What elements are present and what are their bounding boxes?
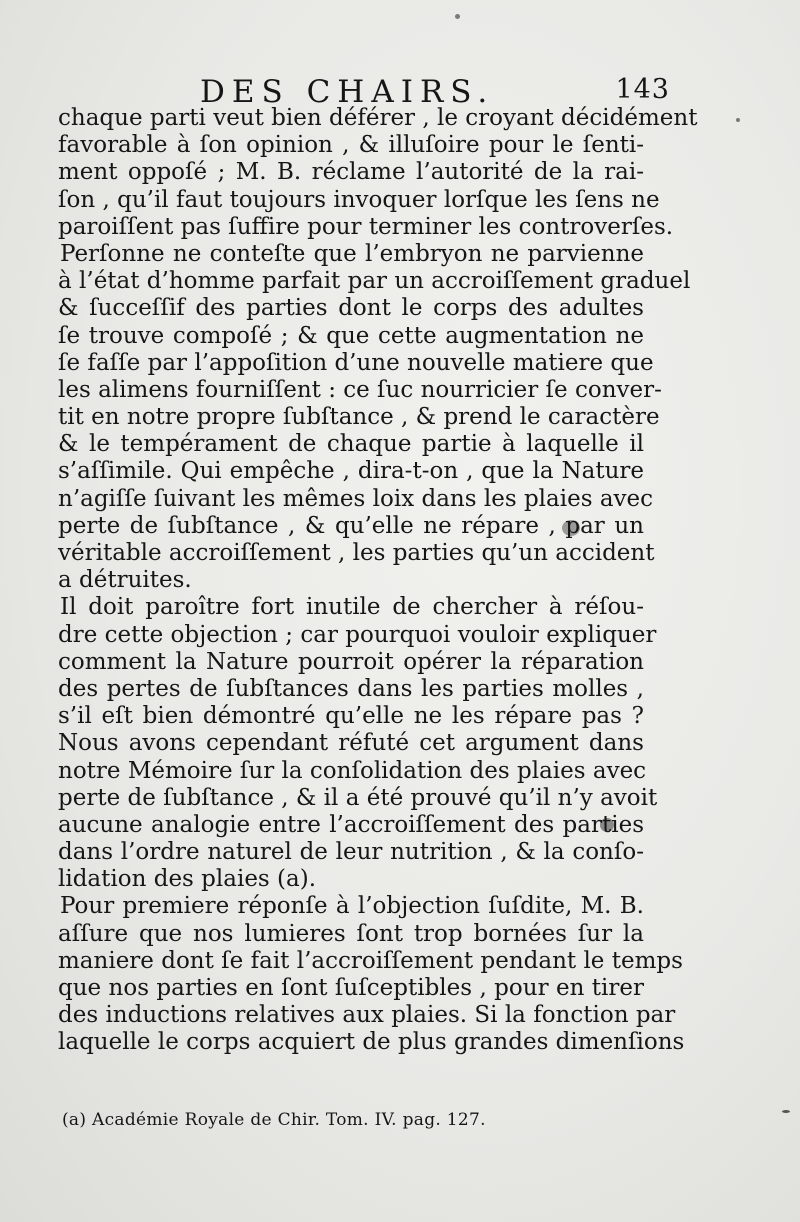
text-line: ſe trouve compoſé ; & que cette augmentation ne xyxy=(58,322,644,349)
text-line: ſe faſſe par l’appoſition d’une nouvelle matiere que xyxy=(58,349,654,376)
text-line: laquelle le corps acquiert de plus grandes dimenſions xyxy=(58,1029,685,1056)
text-line: & le tempérament de chaque partie à laquelle il xyxy=(58,431,644,458)
text-line: aſſure que nos lumieres ſont trop bornées ſur la xyxy=(58,920,644,947)
text-line: chaque parti veut bien déférer , le croyant décidément xyxy=(58,105,698,131)
ink-speck xyxy=(736,118,740,122)
text-line: s’il eſt bien démontré qu’elle ne les répare pas ? xyxy=(58,703,644,730)
text-line: les alimens fourniſſent : ce ſuc nourricier ſe conver- xyxy=(58,376,662,403)
text-line: perte de ſubſtance , & qu’elle ne répare , par un xyxy=(58,512,644,539)
text-line: perte de ſubſtance , & il a été prouvé qu’il n’y avoit xyxy=(58,784,658,811)
text-line: des pertes de ſubſtances dans les parties molles , xyxy=(58,675,644,702)
text-line: Pour premiere réponſe à l’objection ſuſdite, M. B. xyxy=(60,893,644,920)
text-line: tit en notre propre ſubſtance , & prend le caractère xyxy=(58,404,660,431)
text-line: des inductions relatives aux plaies. Si la fonction par xyxy=(58,1002,676,1029)
text-line: à l’état d’homme parfait par un accroiſſement graduel xyxy=(58,268,691,295)
page-number: 143 xyxy=(615,74,670,105)
running-title: DES CHAIRS. xyxy=(200,74,495,110)
ink-speck xyxy=(782,1110,790,1113)
text-line: ment oppoſé ; M. B. réclame l’autorité de la rai- xyxy=(58,159,644,186)
text-line: dre cette objection ; car pourquoi vouloir expliquer xyxy=(58,621,657,648)
text-line: notre Mémoire ſur la conſolidation des plaies avec xyxy=(58,757,647,784)
text-line: que nos parties en ſont ſuſceptibles , pour en tirer xyxy=(58,975,644,1001)
text-line: Perſonne ne conteſte que l’embryon ne parvienne xyxy=(60,240,644,267)
text-line: n’agiſſe ſuivant les mêmes loix dans les plaies avec xyxy=(58,485,654,512)
text-line: lidation des plaies (a). xyxy=(58,866,317,893)
body-text xyxy=(58,105,698,1057)
text-line: ſon , qu’il faut toujours invoquer lorſque les ſens ne xyxy=(58,186,660,213)
text-line: favorable à ſon opinion , & illuſoire pour le ſenti- xyxy=(58,132,644,159)
ink-speck xyxy=(455,14,460,19)
text-line: Nous avons cependant réfuté cet argument dans xyxy=(58,730,644,757)
footnote: (a) Académie Royale de Chir. Tom. IV. pag. 127. xyxy=(62,1110,486,1130)
text-line: maniere dont ſe fait l’accroiſſement pendant le temps xyxy=(58,947,683,974)
text-line: s’aſſimile. Qui empêche , dira-t-on , que la Nature xyxy=(58,458,644,485)
text-line: a détruites. xyxy=(58,567,192,594)
text-line: comment la Nature pourroit opérer la réparation xyxy=(58,648,644,675)
text-line: aucune analogie entre l’accroiſſement des parties xyxy=(58,811,644,838)
text-line: Il doit paroître fort inutile de chercher à réſou- xyxy=(60,594,644,621)
text-line: dans l’ordre naturel de leur nutrition , & la conſo- xyxy=(58,839,644,866)
text-line: paroiſſent pas ſuffire pour terminer les controverſes. xyxy=(58,213,674,240)
text-line: & ſucceſſif des parties dont le corps des adultes xyxy=(58,295,644,322)
text-line: véritable accroiſſement , les parties qu’un accident xyxy=(58,540,655,566)
